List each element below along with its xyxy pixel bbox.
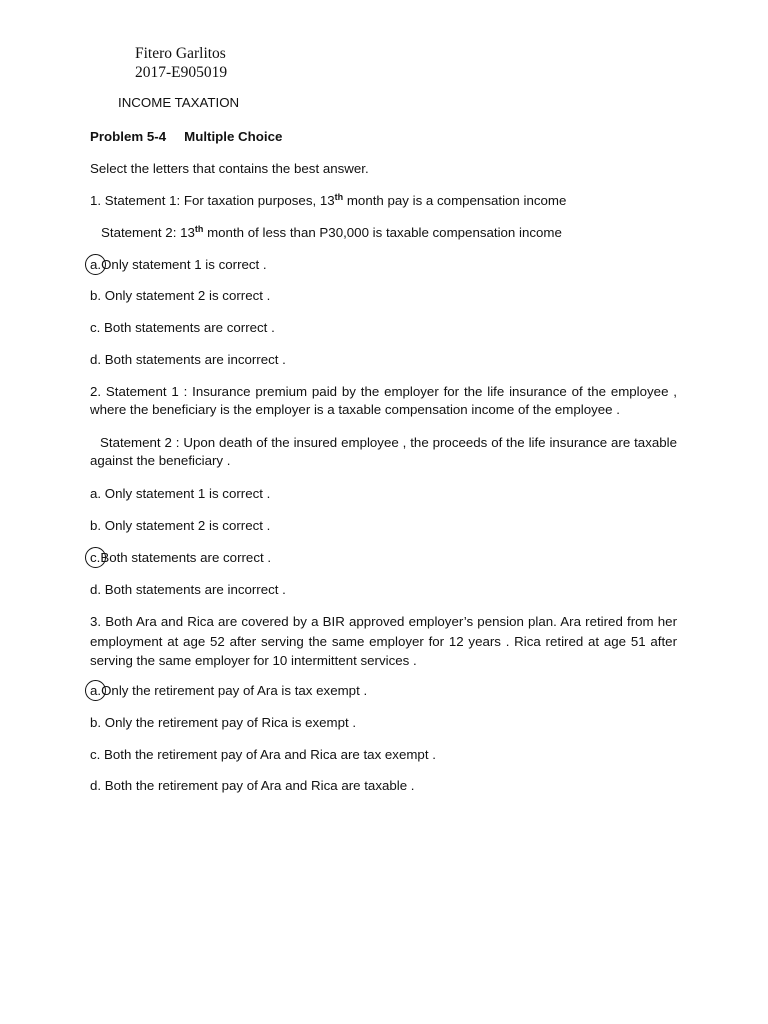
q1-choice-a[interactable]: a.Only statement 1 is correct . bbox=[90, 257, 267, 272]
q1-choice-b[interactable]: b. Only statement 2 is correct . bbox=[90, 288, 271, 303]
question-3-stem: 3. Both Ara and Rica are covered by a BIR approved employer’s pension plan. Ara retired from her employment at age 52 after serving the same employer for 12 years . Rica retired at age 51 after serving the same employer for 10 intermittent services . bbox=[90, 614, 677, 668]
q1-choice-d[interactable]: d. Both statements are incorrect . bbox=[90, 352, 286, 367]
problem-number: Problem 5-4 bbox=[90, 129, 167, 144]
problem-heading bbox=[90, 128, 282, 146]
subject-title: INCOME TAXATION bbox=[118, 95, 240, 110]
author-name: Fitero Garlitos bbox=[135, 45, 226, 62]
instruction: Select the letters that contains the best answer. bbox=[90, 161, 369, 176]
q1-choice-c[interactable]: c. Both statements are correct . bbox=[90, 320, 275, 335]
question-1-statement-1: 1. Statement 1: For taxation purposes, 13th month pay is a compensation income bbox=[90, 192, 567, 208]
q2-choice-d[interactable]: d. Both statements are incorrect . bbox=[90, 582, 286, 597]
q2-choice-b[interactable]: b. Only statement 2 is correct . bbox=[90, 518, 271, 533]
selected-answer-circle: c. bbox=[90, 550, 101, 565]
problem-type: Multiple Choice bbox=[184, 129, 283, 144]
selected-answer-circle: a. bbox=[90, 683, 102, 698]
q3-choice-c[interactable]: c. Both the retirement pay of Ara and Rica are tax exempt . bbox=[90, 747, 436, 762]
q2-choice-c[interactable]: c.Both statements are correct . bbox=[90, 550, 272, 565]
q2-choice-a[interactable]: a. Only statement 1 is correct . bbox=[90, 486, 271, 501]
q3-choice-a[interactable]: a.Only the retirement pay of Ara is tax exempt . bbox=[90, 683, 368, 698]
q3-choice-d[interactable]: d. Both the retirement pay of Ara and Rica are taxable . bbox=[90, 778, 415, 793]
question-2-statement-1: 2. Statement 1 : Insurance premium paid by the employer for the life insurance of the employee , where the beneficiary is the employer is a taxable compensation income of the employee . bbox=[90, 384, 677, 417]
student-id: 2017-E905019 bbox=[135, 64, 228, 81]
question-1-statement-2: Statement 2: 13th month of less than P30,000 is taxable compensation income bbox=[101, 224, 562, 240]
selected-answer-circle: a. bbox=[90, 257, 102, 272]
q3-choice-b[interactable]: b. Only the retirement pay of Rica is exempt . bbox=[90, 715, 357, 730]
question-2-statement-2: Statement 2 : Upon death of the insured employee , the proceeds of the life insurance are taxable against the beneficiary . bbox=[90, 435, 677, 468]
